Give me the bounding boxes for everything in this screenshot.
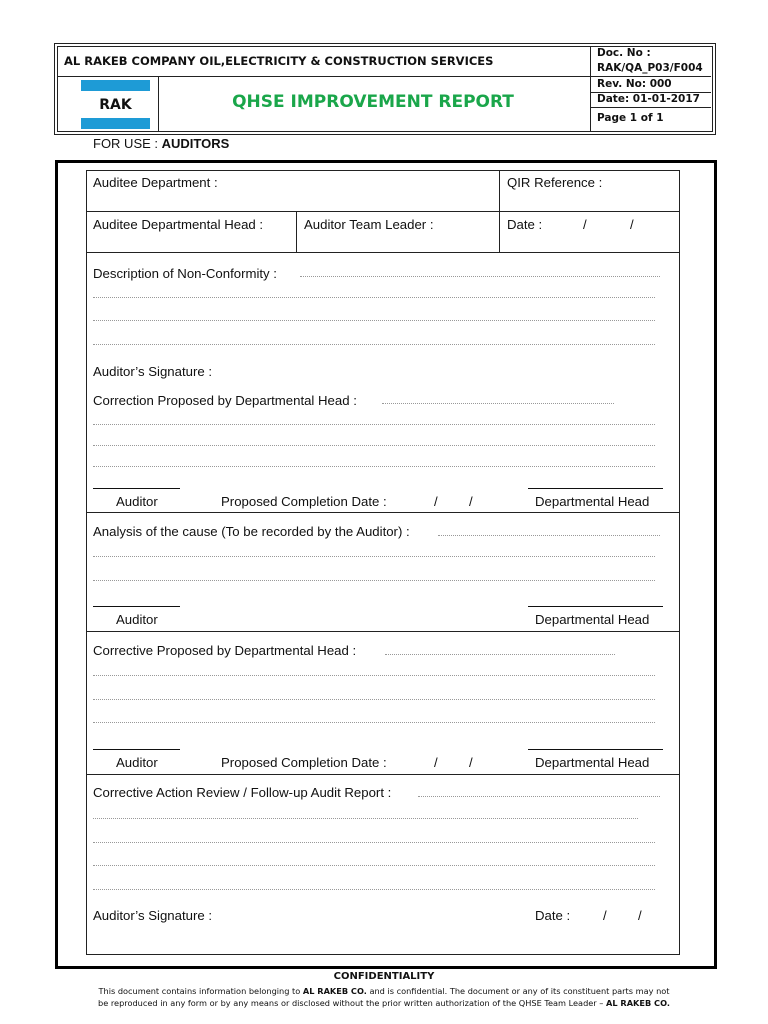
departmental-head-caption: Departmental Head	[535, 612, 650, 627]
footer-company: AL RAKEB CO.	[605, 998, 670, 1008]
confidentiality-text	[0, 986, 768, 996]
confidentiality-title: CONFIDENTIALITY	[333, 971, 435, 982]
form-col-divider	[296, 211, 297, 252]
footer-text-part: and is confidential. The document or any of its constituent parts may not	[366, 986, 670, 996]
auditor-signature-label[interactable]: Auditor’s Signature :	[93, 908, 213, 923]
review-line[interactable]	[93, 842, 655, 843]
departmental-head-caption: Departmental Head	[535, 494, 650, 509]
correction-proposed-label: Correction Proposed by Departmental Head :	[93, 393, 357, 408]
form-row-divider	[86, 211, 680, 212]
analysis-line[interactable]	[438, 535, 660, 536]
description-line[interactable]	[93, 297, 655, 298]
header-divider	[590, 46, 591, 131]
report-title: QHSE IMPROVEMENT REPORT	[232, 92, 514, 112]
corrective-proposed-label: Corrective Proposed by Departmental Head :	[93, 643, 357, 658]
doc-no-label: Doc. No :	[597, 47, 651, 59]
head-signature-line[interactable]	[528, 488, 663, 489]
logo-band-bottom	[81, 118, 150, 129]
date-separator: /	[434, 494, 438, 509]
review-line[interactable]	[93, 889, 655, 890]
date-separator: /	[603, 908, 607, 923]
form-row-divider	[86, 252, 680, 253]
doc-date: Date: 01-01-2017	[597, 93, 700, 105]
form-row-divider	[86, 631, 680, 632]
review-line[interactable]	[418, 796, 660, 797]
footer-company: AL RAKEB CO.	[302, 986, 367, 996]
auditor-caption: Auditor	[116, 755, 158, 770]
doc-no-value: RAK/QA_P03/F004	[597, 62, 703, 74]
review-label: Corrective Action Review / Follow-up Audit Report :	[93, 785, 392, 800]
corrective-line[interactable]	[93, 722, 655, 723]
date-separator: /	[469, 755, 473, 770]
date-separator: /	[630, 217, 634, 232]
footer-text-part: be reproduced in any form or by any means or disclosed without the prior written authorization of the QHSE Team Leader –	[98, 998, 606, 1008]
review-line[interactable]	[93, 818, 638, 819]
date-separator: /	[583, 217, 587, 232]
auditor-caption: Auditor	[116, 494, 158, 509]
company-name: AL RAKEB COMPANY OIL,ELECTRICITY & CONSTRUCTION SERVICES	[64, 54, 494, 68]
footer-text-part: This document contains information belonging to	[98, 986, 303, 996]
logo-band-top	[81, 80, 150, 91]
for-use-value: AUDITORS	[161, 136, 230, 151]
corrective-line[interactable]	[93, 699, 655, 700]
header-divider	[590, 76, 711, 77]
correction-line[interactable]	[93, 445, 655, 446]
description-label: Description of Non-Conformity :	[93, 266, 277, 281]
analysis-line[interactable]	[93, 556, 655, 557]
header-divider	[590, 107, 711, 108]
correction-line[interactable]	[93, 424, 655, 425]
for-use	[93, 136, 229, 151]
page-number: Page 1 of 1	[597, 112, 664, 124]
analysis-label: Analysis of the cause (To be recorded by the Auditor) :	[93, 524, 410, 539]
head-signature-line[interactable]	[528, 749, 663, 750]
description-line[interactable]	[300, 276, 660, 277]
review-line[interactable]	[93, 865, 655, 866]
form-row-divider	[86, 512, 680, 513]
correction-line[interactable]	[93, 466, 655, 467]
rev-no: Rev. No: 000	[597, 78, 672, 90]
proposed-completion-date-field[interactable]: Proposed Completion Date :	[221, 755, 387, 770]
corrective-line[interactable]	[385, 654, 615, 655]
corrective-line[interactable]	[93, 675, 655, 676]
auditor-caption: Auditor	[116, 612, 158, 627]
for-use-label: FOR USE :	[93, 136, 159, 151]
correction-line[interactable]	[382, 403, 614, 404]
auditor-signature-line[interactable]	[93, 749, 180, 750]
date-separator: /	[469, 494, 473, 509]
form-col-divider	[499, 170, 500, 252]
auditor-signature-line[interactable]	[93, 606, 180, 607]
description-line[interactable]	[93, 344, 655, 345]
confidentiality-text	[0, 998, 768, 1008]
date-field[interactable]: Date :	[507, 217, 543, 232]
header-divider	[57, 76, 590, 77]
auditor-team-leader-field[interactable]: Auditor Team Leader :	[304, 217, 434, 232]
form-frame-inner	[86, 170, 680, 955]
qir-reference-field[interactable]: QIR Reference :	[507, 175, 603, 190]
departmental-head-caption: Departmental Head	[535, 755, 650, 770]
date-separator: /	[638, 908, 642, 923]
auditor-signature-line[interactable]	[93, 488, 180, 489]
analysis-line[interactable]	[93, 580, 655, 581]
form-row-divider	[86, 774, 680, 775]
date-separator: /	[434, 755, 438, 770]
company-logo	[81, 80, 150, 129]
auditee-head-field[interactable]: Auditee Departmental Head :	[93, 217, 264, 232]
proposed-completion-date-field[interactable]: Proposed Completion Date :	[221, 494, 387, 509]
description-line[interactable]	[93, 320, 655, 321]
logo-text: RAK	[99, 97, 132, 113]
auditor-signature-label[interactable]: Auditor’s Signature :	[93, 364, 213, 379]
review-date-field[interactable]: Date :	[535, 908, 571, 923]
auditee-department-field[interactable]: Auditee Department :	[93, 175, 218, 190]
head-signature-line[interactable]	[528, 606, 663, 607]
